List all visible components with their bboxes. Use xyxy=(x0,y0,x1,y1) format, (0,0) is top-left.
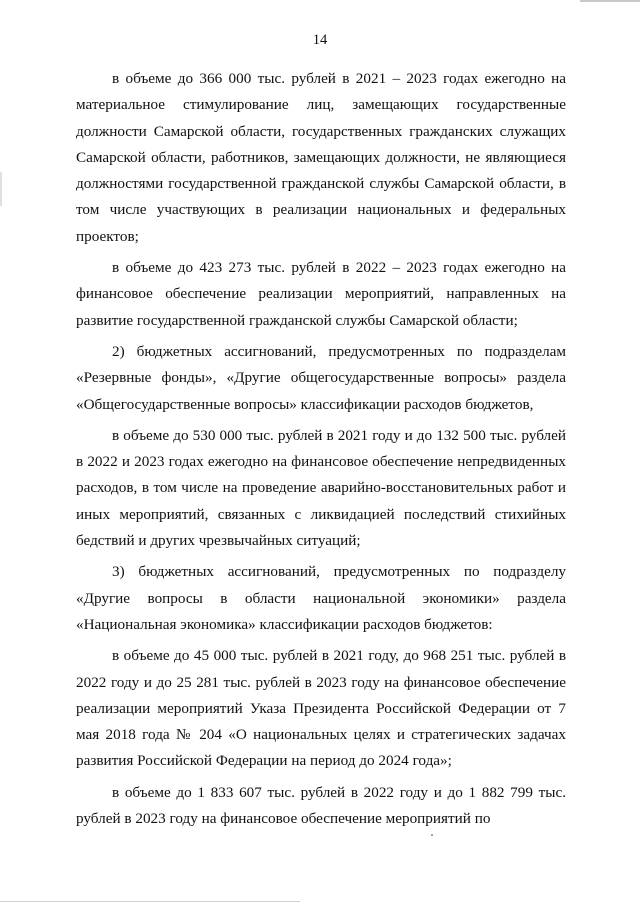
paragraph: в объеме до 423 273 тыс. рублей в 2022 – 2023 годах ежегодно на финансовое обеспечение реализации мероприятий, направленных на развитие государственной гражданской службы Самарской области; xyxy=(76,259,566,329)
document-body xyxy=(76,66,566,832)
paragraph: в объеме до 366 000 тыс. рублей в 2021 – 2023 годах ежегодно на материальное стимулирование лиц, замещающих государственные должности Самарской области, государственных гражданских служащих Самарской области, работников, замещающих должности, не являющиеся должностями государственной гражданской службы Самарской области, в том числе участвующих в реализации национальных и федеральных проектов; xyxy=(76,70,566,245)
paragraph: в объеме до 530 000 тыс. рублей в 2021 году и до 132 500 тыс. рублей в 2022 и 2023 годах ежегодно на финансовое обеспечение непредвиденных расходов, в том числе на проведение аварийно-восстановительных работ и иных мероприятий, связанных с ликвидацией последствий стихийных бедствий и других чрезвычайных ситуаций; xyxy=(76,426,566,550)
paragraph: 3) бюджетных ассигнований, предусмотренных по подразделу «Другие вопросы в области национальной экономики» раздела «Национальная экономика» классификации расходов бюджетов: xyxy=(76,563,566,633)
paragraph: в объеме до 45 000 тыс. рублей в 2021 году, до 968 251 тыс. рублей в 2022 году и до 25 281 тыс. рублей в 2023 году на финансовое обеспечение реализации мероприятий Указа Президента Российской Федерации от 7 мая 2018 года № 204 «О национальных целях и стратегических задачах развития Российской Федерации на период до 2024 года»; xyxy=(76,647,566,770)
scan-speck xyxy=(431,834,433,836)
paragraph: 2) бюджетных ассигнований, предусмотренных по подразделам «Резервные фонды», «Другие общегосударственные вопросы» раздела «Общегосударственные вопросы» классификации расходов бюджетов, xyxy=(76,342,566,413)
paragraph: в объеме до 1 833 607 тыс. рублей в 2022 году и до 1 882 799 тыс. рублей в 2023 году на финансовое обеспечение мероприятий по xyxy=(76,783,566,828)
scan-edge-mark xyxy=(0,901,300,902)
page-number: 14 xyxy=(312,32,328,48)
scan-edge-mark xyxy=(580,0,640,2)
scan-edge-mark xyxy=(0,172,2,206)
